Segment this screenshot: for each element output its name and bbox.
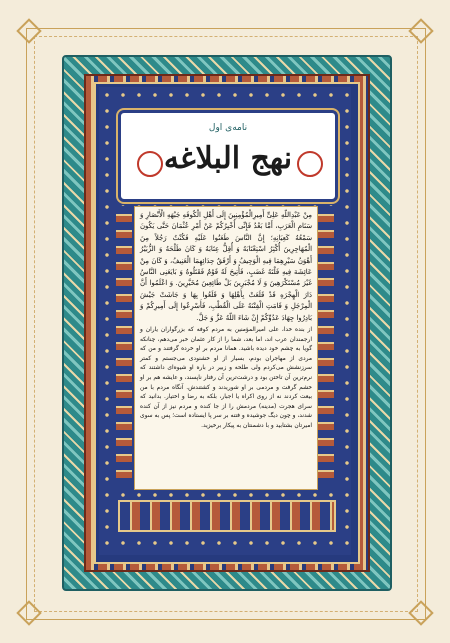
arabic-text: مِنْ عَبْدِاللّهِ عَلِیٍّ أَمِیرِالْمُؤْمِنِینَ إِلَی أَهْلِ الْکُوفَهِ جَبْهَهِ الْأَنْصَارِ وَ سَنَامِ الْعَرَبِ، أَمَّا بَعْدُ فَإِنِّی أُخْبِرُکُمْ عَنْ أَمْرِ عُثْمَانَ حَتَّی یَکُونَ سَمْعُهُ کَعِیَانِهِ؛ إِنَّ النَّاسَ طَعَنُوا عَلَیْهِ فَکُنْتُ رَجُلاً مِنَ الْمُهَاجِرِینَ أُکْثِرُ اسْتِعْتَابَهُ وَ أُقِلُّ عِتَابَهُ وَ کَانَ طَلْحَهُ وَ الزُّبَیْرُ أَهْوَنُ سَیْرِهِمَا فِیهِ الْوَجِیفُ وَ أَرْفَقُ حِدَائِهِمَا الْعَنِیفُ، وَ کَانَ مِنْ عَائِشَهَ فِیهِ فَلْتَهُ غَضَبٍ، فَأُتِیحَ لَهُ قَوْمٌ فَقَتَلُوهُ وَ بَایَعَنِی النَّاسُ غَیْرَ مُسْتَکْرَهِینَ وَ لَا مُجْبَرِینَ بَلْ طَائِعِینَ مُخَیَّرِینَ. وَ اعْلَمُوا أَنَّ دَارَ الْهِجْرَهِ قَدْ قَلَعَتْ بِأَهْلِهَا وَ قَلَعُوا بِهَا وَ جَاشَتْ جَیْشَ الْمِرْجَلِ وَ قَامَتِ الْفِتْنَهُ عَلَی الْقُطْبِ، فَأَسْرِعُوا إِلَی أَمِیرِکُمْ وَ بَادِرُوا جِهَادَ عَدُوِّکُمْ إِنْ شَاءَ اللّهُ عَزَّ وَ جَلَّ.: [140, 211, 312, 322]
bottom-ornament-strip: [118, 500, 336, 532]
text-panel: [134, 206, 318, 490]
persian-translation: از بنده خدا، علی امیرالمؤمنین به مردم کوفه که بزرگواران یاران و ارجمندان عرب اند، اما بعد، شما را از کار عثمان خبر می‌دهم، چنانکه گویا به چشم خود دیده باشید. همانا مردم بر او خرده گرفتند و من که مردی از مهاجران بودم، بسیار از او خشنودی می‌جستم و کمتر سرزنشش می‌کردم ولی طلحه و زبیر در باره او شیوه‌ای داشتند که نرم‌ترین آن تاختن بود و درشت‌ترین آن رفتار ناپسند، و عایشه هم بر او خشم گرفت و مردمی بر او شوریدند و کشتندش. آنگاه مردم با من بیعت کردند نه از روی اکراه یا اجبار، بلکه به رضا و اختیار. بدانید که سرای هجرت (مدینه) مردمش را از جا کنده و مردم نیز از آن کنده شدند، و چون دیگ جوشیده و فتنه بر سر پا ایستاده است؛ پس به سوی امیرتان بشتابید و با دشمنتان به پیکار برخیزید.: [140, 327, 312, 429]
page-title: نهج البلاغه: [163, 141, 293, 176]
left-pillar-ornament: [116, 206, 132, 486]
title-cartouche: [118, 110, 338, 202]
right-pillar-ornament: [318, 206, 334, 486]
letter-number: نامه‌ی اول: [208, 123, 248, 133]
